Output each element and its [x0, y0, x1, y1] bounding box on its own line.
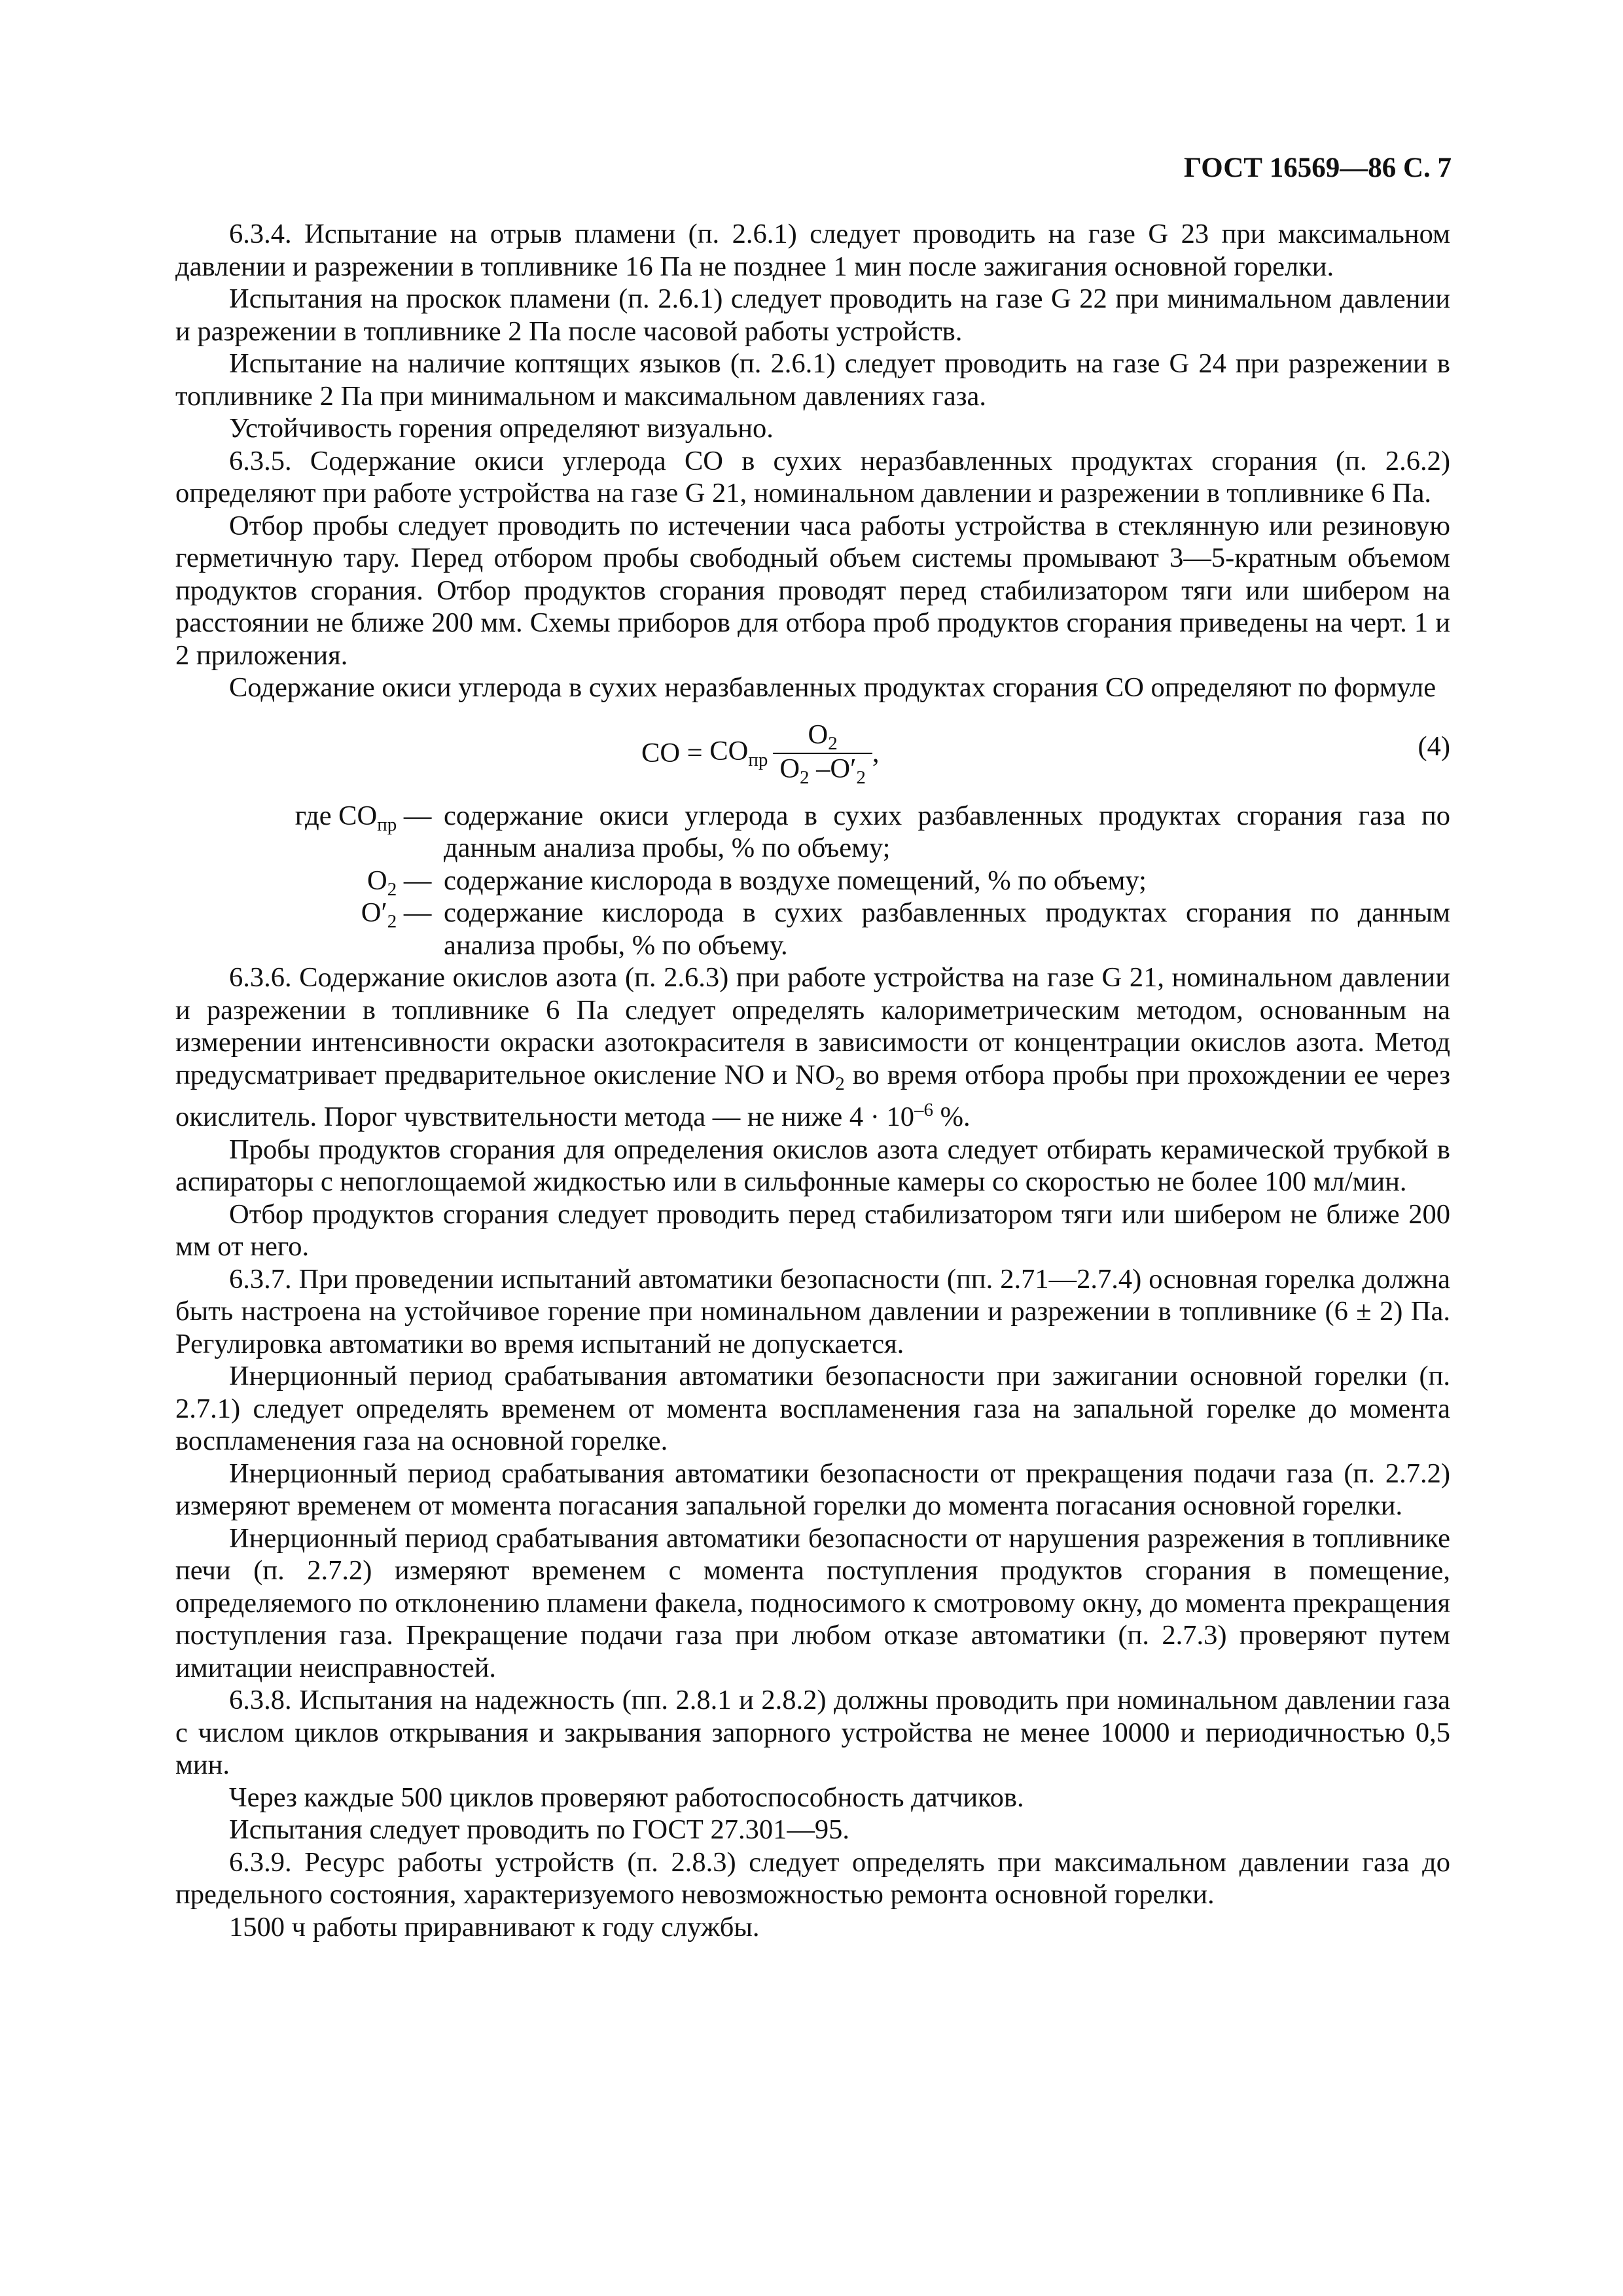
definition-term: [175, 897, 438, 933]
paragraph: 6.3.9. Ресурс работы устройств (п. 2.8.3) следует определять при максимальном давлении газа до предельного состояния, характеризуемого невозможностью ремонта основной горелки.: [175, 1846, 1450, 1910]
numerator-o: O: [808, 719, 829, 750]
paragraph: Испытание на наличие коптящих языков (п. 2.6.1) следует проводить на газе G 24 при разрежении в топливнике 2 Па при минимальном и максимальном давлениях газа.: [175, 348, 1450, 412]
term-text: О′: [361, 897, 387, 928]
definition-term: [175, 865, 438, 901]
definition-item: [175, 800, 1450, 865]
paragraph: Пробы продуктов сгорания для определения окислов азота следует отбирать керамической трубкой в аспираторы с непоглощаемой жидкостью или в сильфонные камеры со скоростью не более 100 мл/мин.: [175, 1134, 1450, 1198]
denominator-o1: O: [779, 753, 800, 784]
paragraph: Инерционный период срабатывания автоматики безопасности от нарушения разрежения в топливнике печи (п. 2.7.2) измеряют временем с момента поступления продуктов сгорания в помещение, определяемого по отклонению пламени факела, подносимого к смотровому окну, до момента прекращения поступления газа. Прекращение подачи газа при любом отказе автоматики (п. 2.7.3) проверяют путем имитации неисправностей.: [175, 1522, 1450, 1683]
formula-co: [709, 735, 768, 771]
equation-number: (4): [1418, 730, 1450, 762]
definition-text: содержание кислорода в воздухе помещений, % по объему;: [444, 865, 1147, 896]
formula-equals: =: [680, 737, 710, 768]
formula: [641, 719, 880, 788]
term-sub: пр: [377, 814, 397, 835]
denominator-sub2: 2: [856, 766, 866, 788]
paragraph: 6.3.8. Испытания на надежность (пп. 2.8.1 и 2.8.2) должны проводить при номинальном давлении газа с числом циклов открывания и закрывания запорного устройства не менее 10000 и периодичностью 0,5 мин.: [175, 1685, 1450, 1781]
paragraph-636: [175, 961, 1450, 1134]
numerator-sub: 2: [828, 732, 838, 754]
paragraph: 6.3.7. При проведении испытаний автоматики безопасности (пп. 2.71—2.7.4) основная горелка должна быть настроена на устойчивое горение при номинальном давлении и разрежении в топливнике (6 ± 2) Па. Регулировка автоматики во время испытаний не допускается.: [175, 1263, 1450, 1359]
denominator-sub1: 2: [800, 766, 810, 788]
paragraph: Отбор пробы следует проводить по истечении часа работы устройства в стеклянную или резиновую герметичную тару. Перед отбором пробы свободный объем системы промывают 3—5-кратным объемом продуктов сгорания. Отбор продуктов сгорания проводят перед стабилизатором тяги или шибером на расстоянии не ближе 200 мм. Схемы приборов для отбора проб продуктов сгорания приведены на черт. 1 и 2 приложения.: [175, 510, 1450, 671]
formula-block: [175, 709, 1450, 793]
paragraph: Испытания на проскок пламени (п. 2.6.1) следует проводить на газе G 22 при минимальном давлении и разрежении в топливнике 2 Па после часовой работы устройств.: [175, 283, 1450, 347]
p636-part-b: во время отбора пробы при прохождении ее через окислитель. Порог чувствительности метода — не ниже 4 · 10: [175, 1059, 1450, 1133]
definition-term: [175, 800, 438, 836]
formula-comma: ,: [872, 737, 880, 768]
term-text: О: [367, 865, 387, 896]
definition-text: содержание кислорода в сухих разбавленных продуктах сгорания по данным анализа пробы, % по объему.: [444, 897, 1450, 961]
formula-numerator: [773, 720, 872, 754]
paragraph: 6.3.4. Испытание на отрыв пламени (п. 2.6.1) следует проводить на газе G 23 при максимальном давлении и разрежении в топливнике 16 Па не позднее 1 мин после зажигания основной горелки.: [175, 219, 1450, 282]
definition-item: [175, 897, 1450, 961]
formula-fraction: [773, 720, 872, 787]
paragraph: Устойчивость горения определяют визуально.: [229, 413, 774, 444]
paragraph: Испытания следует проводить по ГОСТ 27.301—95.: [229, 1814, 849, 1846]
formula-co-text: CO: [709, 736, 749, 767]
formula-definitions: [175, 800, 1450, 962]
paragraph: Инерционный период срабатывания автоматики безопасности от прекращения подачи газа (п. 2.7.2) измеряют временем от момента погасания запальной горелки до момента погасания основной горелки.: [175, 1458, 1450, 1522]
paragraph: Отбор продуктов сгорания следует проводить перед стабилизатором тяги или шибером не ближе 200 мм от него.: [175, 1198, 1450, 1263]
term-dash: —: [397, 800, 438, 831]
definition-text: содержание окиси углерода в сухих разбавленных продуктах сгорания газа по данным анализа пробы, % по объему;: [444, 800, 1450, 863]
term-sub: 2: [387, 878, 397, 900]
term-text: где СО: [294, 800, 378, 831]
formula-lhs: CO: [641, 737, 681, 768]
paragraph: 1500 ч работы приравнивают к году службы.: [229, 1911, 760, 1943]
formula-co-sub: пр: [748, 749, 768, 771]
page-header: ГОСТ 16569—86 С. 7: [1183, 152, 1452, 183]
formula-denominator: [773, 754, 872, 787]
paragraph: 6.3.5. Содержание окиси углерода СО в сухих неразбавленных продуктах сгорания (п. 2.6.2) определяют при работе устройства на газе G 21, номинальном давлении и разрежении в топливнике 6 Па.: [175, 445, 1450, 509]
p636-part-c: %.: [933, 1102, 971, 1133]
denominator-minus-o: –O′: [809, 753, 857, 784]
document-body: [175, 218, 1450, 1943]
term-dash: —: [397, 865, 438, 896]
term-dash: —: [397, 897, 438, 928]
paragraph: Через каждые 500 циклов проверяют работоспособность датчиков.: [229, 1782, 1024, 1813]
p636-subscript: 2: [835, 1073, 845, 1094]
definition-item: [175, 865, 1450, 900]
p636-superscript: –6: [914, 1100, 934, 1121]
p636-part-a: 6.3.6. Содержание окислов азота (п. 2.6.3) при работе устройства на газе G 21, номинальном давлении и разрежении в топливнике 6 Па следует определять калориметрическим методом, основанным на измерении интенсивности окраски азотокрасителя в зависимости от концентрации окислов азота. Метод предусматривает предварительное окисление NO и NO: [175, 962, 1450, 1090]
term-sub: 2: [387, 911, 397, 932]
paragraph: Инерционный период срабатывания автоматики безопасности при зажигании основной горелки (п. 2.7.1) следует определять временем от момента воспламенения газа на запальной горелке до момента воспламенения газа на основной горелке.: [175, 1361, 1450, 1457]
paragraph: Содержание окиси углерода в сухих неразбавленных продуктах сгорания СО определяют по формуле: [229, 672, 1436, 703]
